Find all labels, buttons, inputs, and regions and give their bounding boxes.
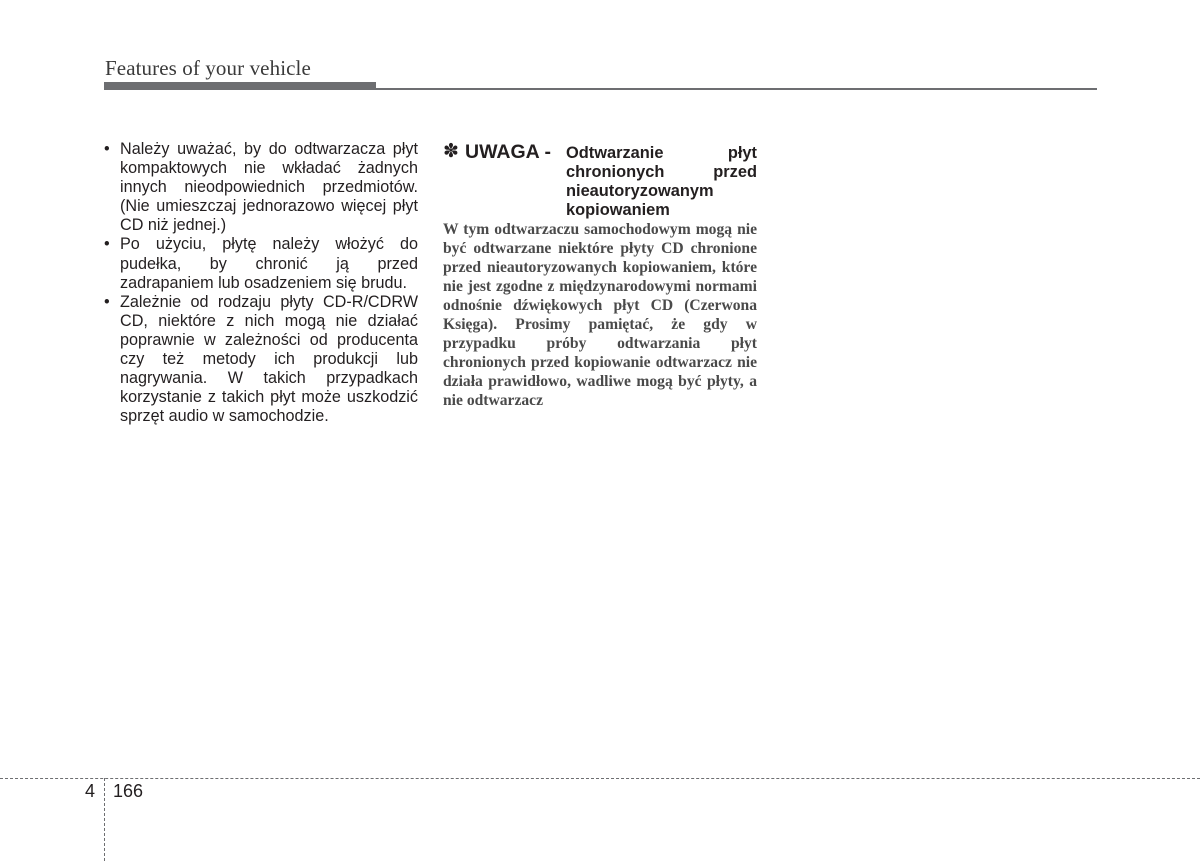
caution-star-icon: ✽ [443, 141, 459, 162]
bullet-list [104, 140, 418, 426]
chapter-number: 4 [85, 781, 96, 801]
footer-divider [0, 778, 1200, 779]
caution-heading [443, 141, 757, 221]
bullet-item-cdr-compatibility [104, 293, 418, 427]
section-title: Features of your vehicle [105, 56, 311, 80]
bullet-text: Należy uważać, by do odtwarzacza płyt kompaktowych nie wkładać żadnych innych nieodpowiednich przedmiotów. (Nie umieszczaj jednorazowo więcej płyt CD niż jednej.) [120, 140, 418, 235]
header-rule-thin [376, 88, 1097, 90]
bullet-item-store-disc [104, 235, 418, 292]
page-number: 166 [113, 781, 144, 801]
caution-label: UWAGA - [465, 141, 551, 163]
caution-title: Odtwarzanie płyt chronionych przed nieautoryzowanym kopiowaniem [566, 144, 757, 219]
header-rule-thick [104, 82, 376, 90]
bullet-marker: • [104, 140, 110, 158]
bullet-marker: • [104, 235, 110, 254]
left-column [104, 140, 418, 426]
bullet-item-no-foreign-objects [104, 140, 418, 235]
caution-box [443, 141, 757, 409]
caution-body: W tym odtwarzaczu samochodowym mogą nie być odtwarzane niektóre płyty CD chronione przed nieautoryzowanych kopiowaniem, które nie jest zgodne z międzynarodowymi normami odnośnie dźwiękowych płyt CD (Czerwona Księga). Prosimy pamiętać, że gdy w przypadku próby odtwarzania płyt chronionych przed kopiowanie odtwarzacz nie działa prawidłowo, wadliwe mogą być płyty, a nie odtwarzacz [443, 221, 757, 409]
bullet-text: Zależnie od rodzaju płyty CD-R/CDRW CD, niektóre z nich mogą nie działać poprawnie w zależności od producenta czy też metody ich produkcji lub nagrywania. W takich przypadkach korzystanie z takich płyt może uszkodzić sprzęt audio w samochodzie. [120, 292, 418, 426]
footer-vertical-divider [104, 778, 105, 861]
bullet-text: Po użyciu, płytę należy włożyć do pudełka, by chronić ją przed zadrapaniem lub osadzeniem się brudu. [120, 235, 418, 292]
bullet-marker: • [104, 292, 110, 311]
